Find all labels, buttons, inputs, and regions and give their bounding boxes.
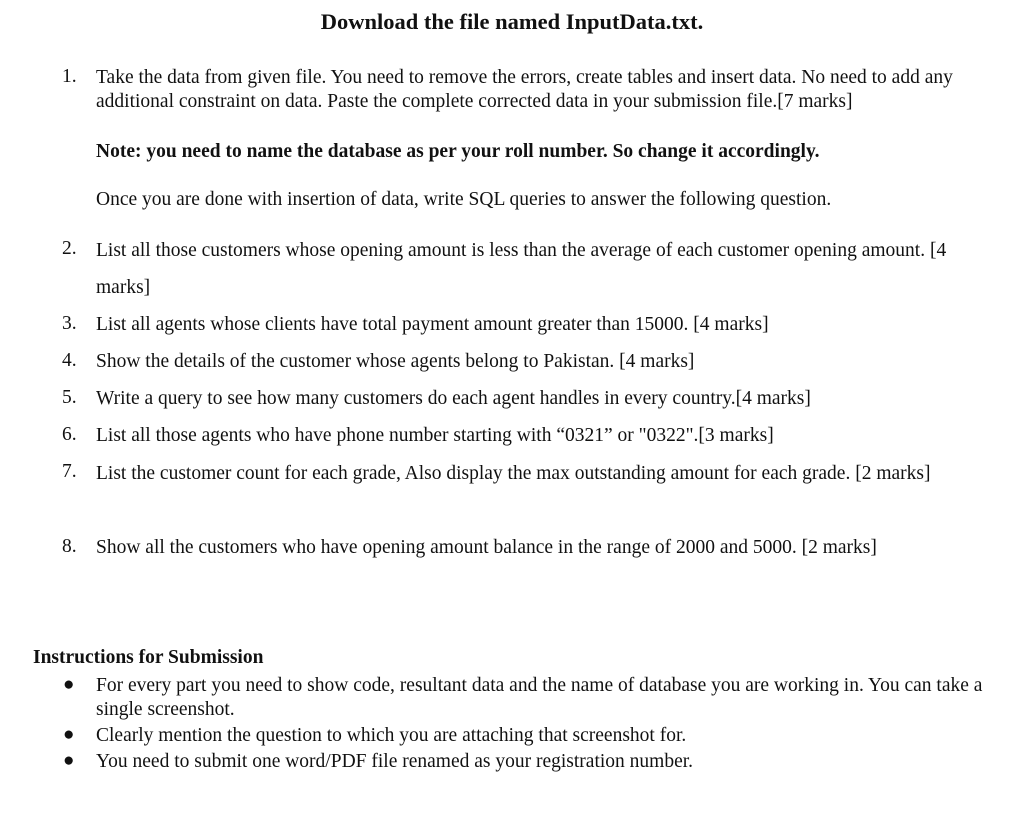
question-number: 5. (62, 387, 77, 408)
question-text: List all agents whose clients have total payment amount greater than 15000. [4 marks] (96, 314, 769, 335)
question-number: 1. (62, 66, 77, 87)
question-number: 7. (62, 461, 77, 482)
bullet-text: For every part you need to show code, resultant data and the name of database you are working in. You can take a single screenshot. (96, 675, 983, 720)
question-text: List all those customers whose opening amount is less than the average of each customer opening amount. [4 marks] (96, 240, 947, 298)
bullet-icon: ● (63, 674, 75, 695)
queries-intro: Once you are done with insertion of data, write SQL queries to answer the following question. (96, 189, 832, 210)
question-text: Show all the customers who have opening amount balance in the range of 2000 and 5000. [2 marks] (96, 537, 877, 558)
question-text: List all those agents who have phone number starting with “0321” or "0322".[3 marks] (96, 425, 774, 446)
submission-heading: Instructions for Submission (33, 647, 264, 668)
question-number: 3. (62, 313, 77, 334)
database-note: Note: you need to name the database as per your roll number. So change it accordingly. (96, 141, 820, 162)
bullet-text: You need to submit one word/PDF file renamed as your registration number. (96, 751, 694, 772)
question-text: List the customer count for each grade, Also display the max outstanding amount for each grade. [2 marks] (96, 463, 931, 484)
document-title: Download the file named InputData.txt. (320, 9, 704, 34)
bullet-text: Clearly mention the question to which you are attaching that screenshot for. (96, 725, 687, 746)
question-text: Take the data from given file. You need to remove the errors, create tables and insert data. No need to add any additional constraint on data. Paste the complete corrected data in your submission file.[7 marks] (96, 67, 953, 112)
question-number: 4. (62, 350, 77, 371)
question-number: 2. (62, 238, 77, 259)
question-text: Write a query to see how many customers do each agent handles in every country.[4 marks] (96, 388, 811, 409)
question-number: 8. (62, 536, 77, 557)
question-text: Show the details of the customer whose agents belong to Pakistan. [4 marks] (96, 351, 695, 372)
question-number: 6. (62, 424, 77, 445)
bullet-icon: ● (63, 750, 75, 771)
bullet-icon: ● (63, 724, 75, 745)
